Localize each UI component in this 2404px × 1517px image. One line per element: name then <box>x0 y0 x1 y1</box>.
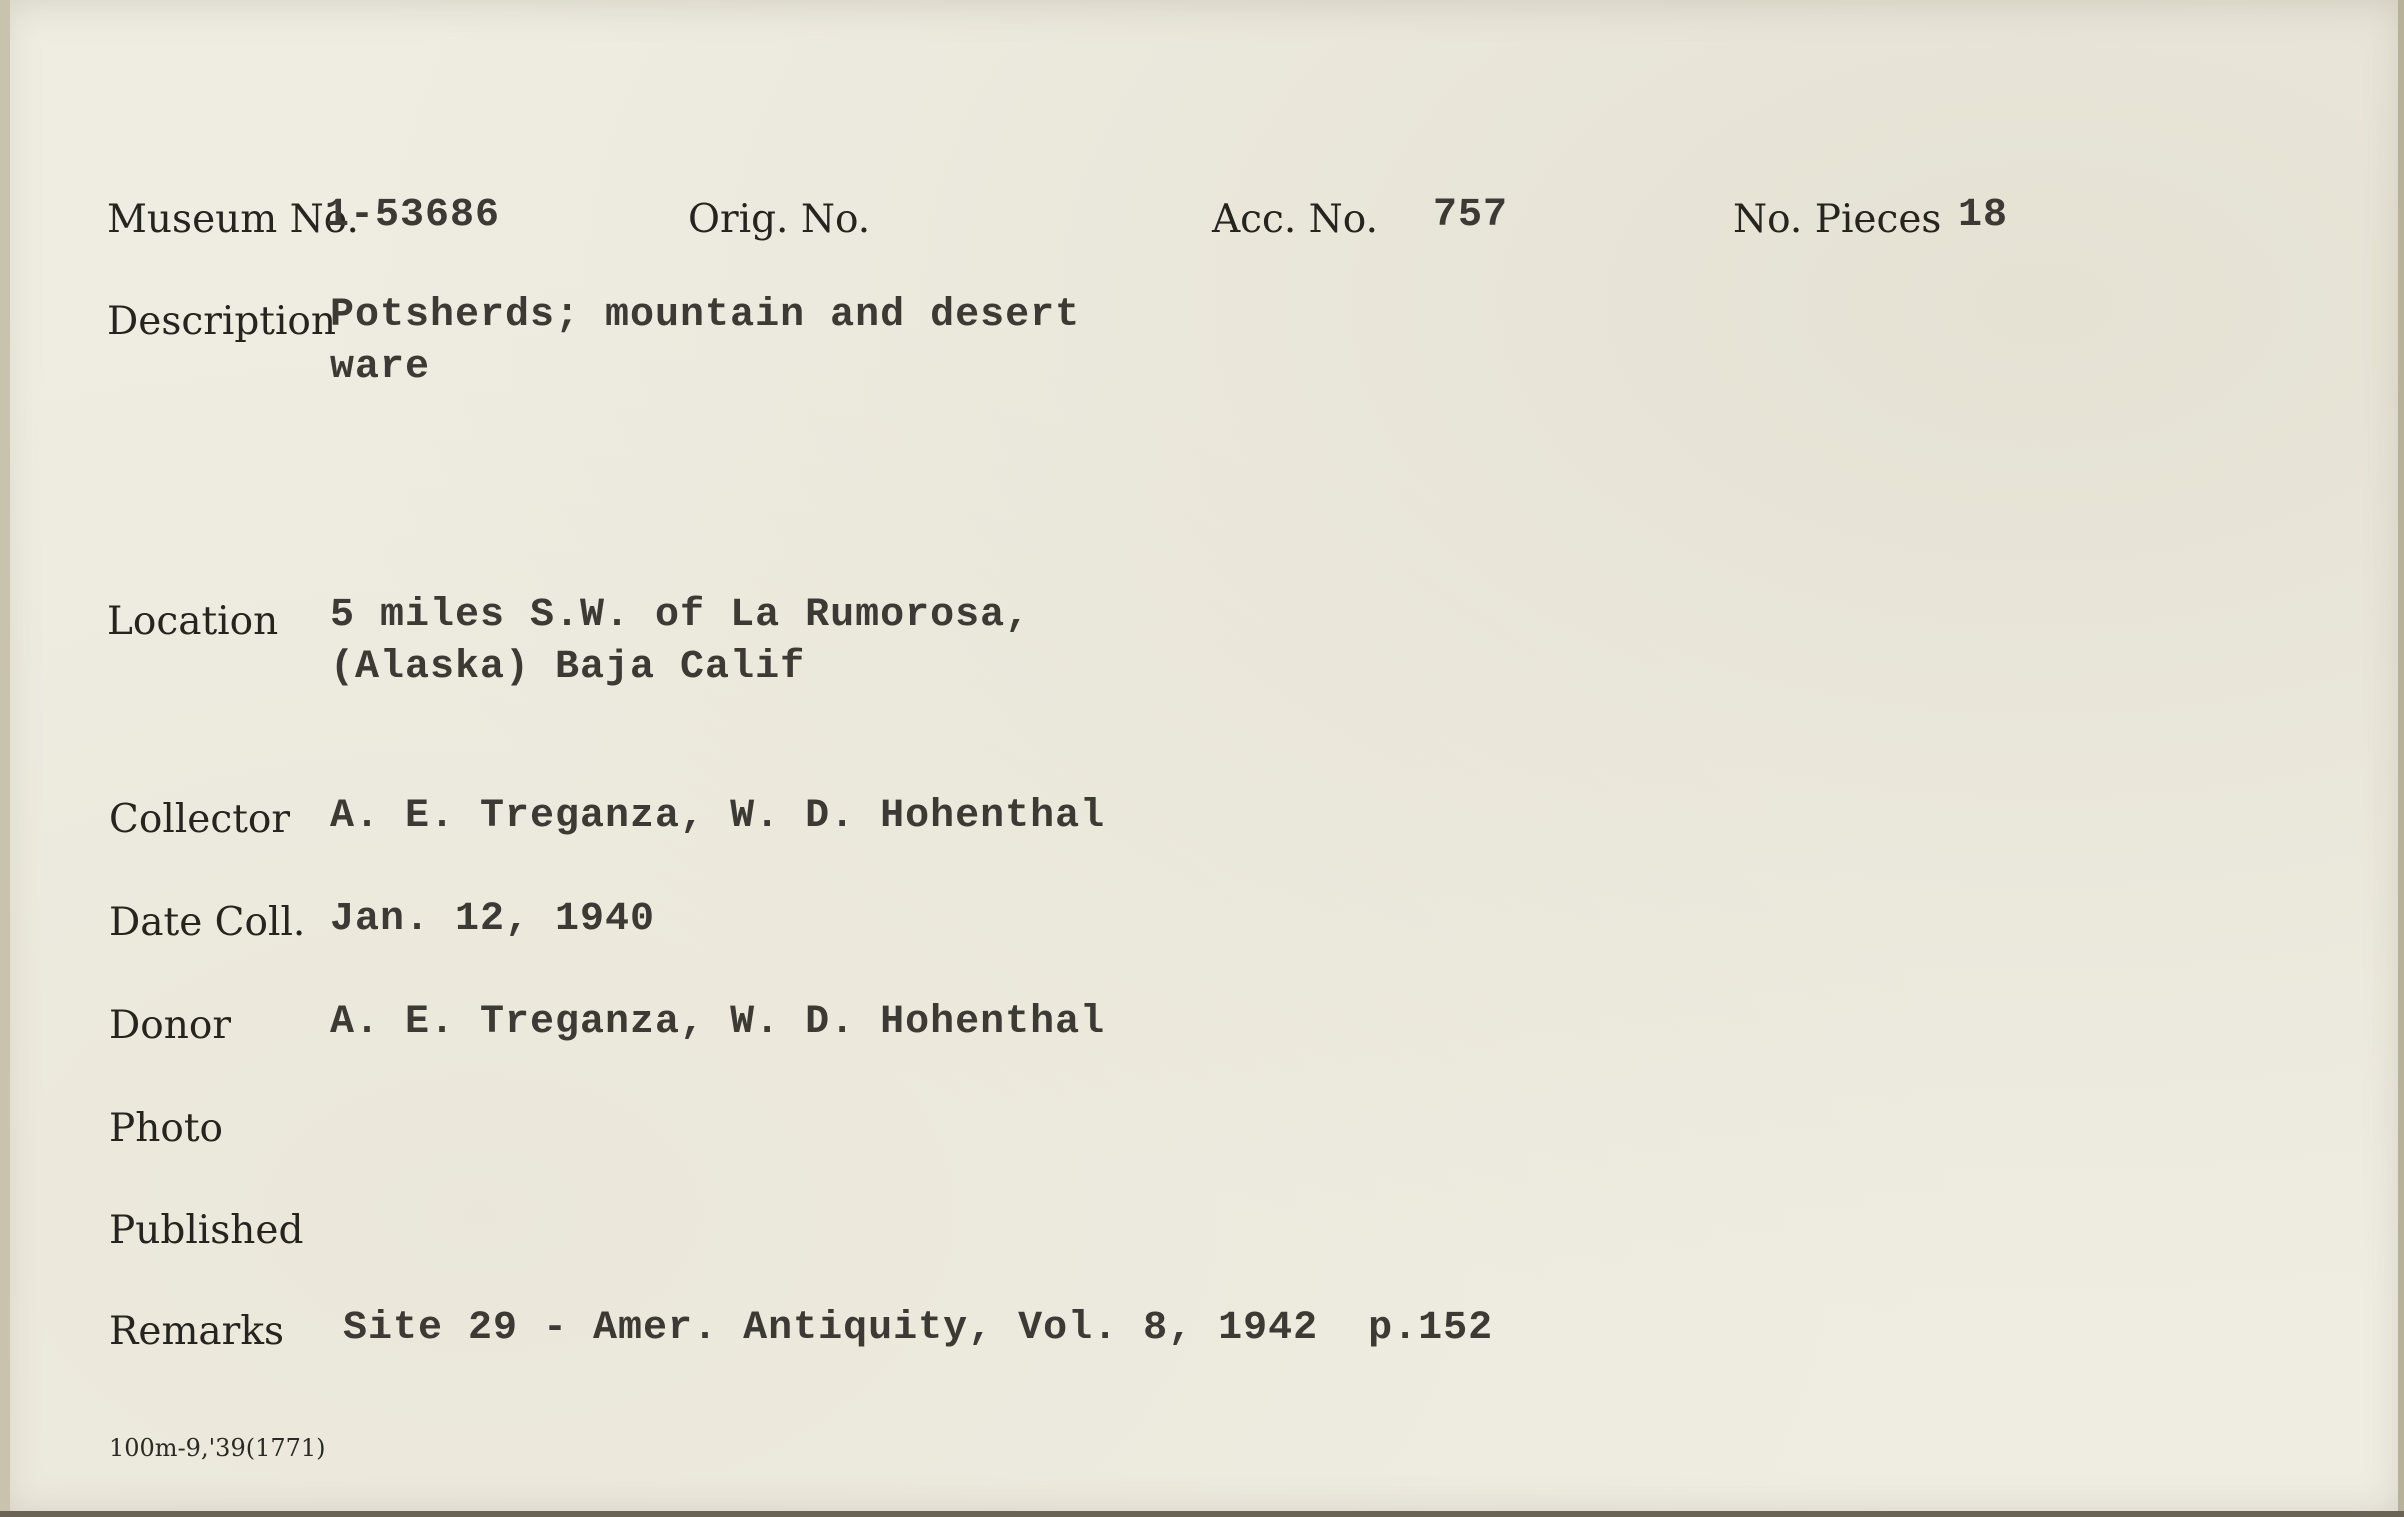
collector-label: Collector <box>109 797 290 842</box>
museum-no-value: 1-53686 <box>325 193 501 238</box>
date-coll-label: Date Coll. <box>109 900 306 945</box>
photo-label: Photo <box>109 1106 223 1151</box>
location-label: Location <box>107 599 279 644</box>
location-line-1: 5 miles S.W. of La Rumorosa, <box>330 593 1031 638</box>
donor-label: Donor <box>109 1003 231 1048</box>
description-line-1: Potsherds; mountain and desert <box>330 293 1081 338</box>
donor-value: A. E. Treganza, W. D. Hohenthal <box>330 1000 1106 1045</box>
museum-no-label: Museum No. <box>107 197 359 242</box>
no-pieces-value: 18 <box>1958 193 2009 238</box>
card-right-edge <box>2398 0 2404 1517</box>
description-label: Description <box>107 299 337 344</box>
orig-no-label: Orig. No. <box>688 197 871 242</box>
published-label: Published <box>109 1208 304 1253</box>
collector-value: A. E. Treganza, W. D. Hohenthal <box>330 794 1106 839</box>
location-line-2: (Alaska) Baja Calif <box>330 645 806 690</box>
acc-no-value: 757 <box>1433 193 1509 238</box>
remarks-label: Remarks <box>109 1309 284 1354</box>
no-pieces-label: No. Pieces <box>1733 197 1942 242</box>
remarks-value: Site 29 - Amer. Antiquity, Vol. 8, 1942 p.152 <box>343 1306 1494 1351</box>
description-line-2: ware <box>330 345 431 390</box>
card-bottom-edge <box>0 1511 2404 1517</box>
form-code: 100m-9,'39(1771) <box>109 1434 326 1462</box>
acc-no-label: Acc. No. <box>1212 197 1378 242</box>
date-coll-value: Jan. 12, 1940 <box>330 897 656 942</box>
card-left-edge <box>0 0 10 1517</box>
